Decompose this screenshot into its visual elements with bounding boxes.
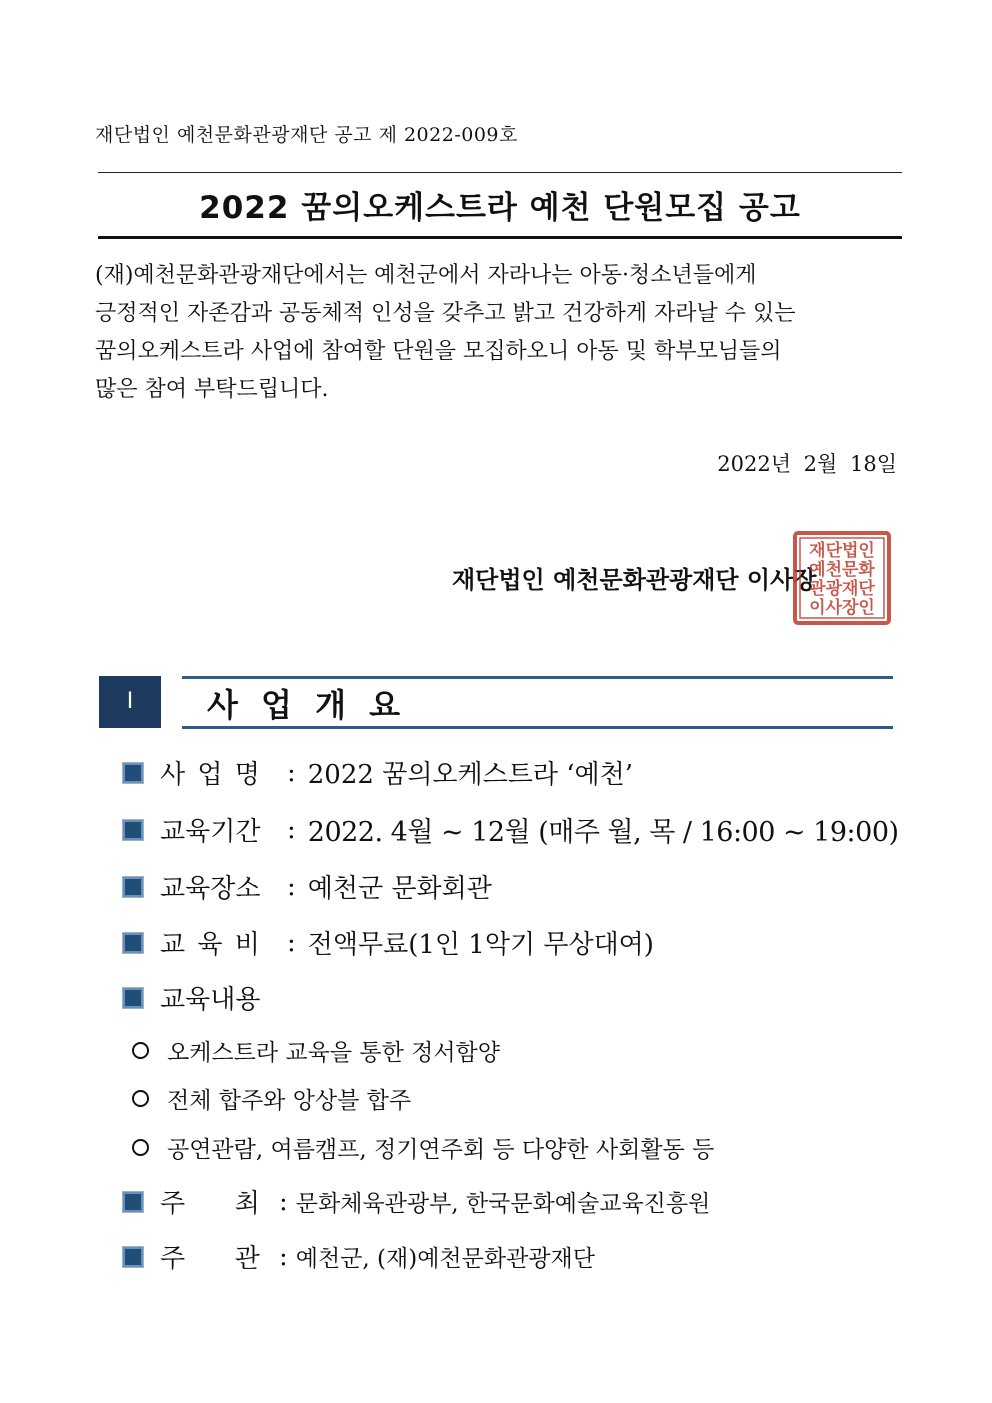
item-value: 2022 꿈의오케스트라 ‘예천’ — [307, 760, 634, 790]
official-seal-icon — [792, 530, 892, 626]
seal-line: 관광재단 — [809, 579, 875, 599]
section-number-box: Ⅰ — [99, 676, 161, 728]
item-value: 전액무료(1인 1악기 무상대여) — [307, 930, 654, 960]
circle-bullet-icon — [132, 1090, 149, 1107]
item-separator: : — [287, 927, 296, 958]
intro-line: 꿈의오케스트라 사업에 참여할 단원을 모집하오니 아동 및 학부모님들의 — [95, 339, 782, 364]
intro-line: 긍정적인 자존감과 공동체적 인성을 갖추고 밝고 건강하게 자라날 수 있는 — [95, 301, 796, 326]
overview-item-fee — [122, 924, 654, 961]
item-label: 교육장소 — [160, 874, 261, 904]
overview-item-content — [122, 979, 260, 1016]
square-bullet-icon — [122, 1191, 144, 1213]
item-value: 2022. 4월 ~ 12월 (매주 월, 목 / 16:00 ~ 19:00) — [307, 817, 899, 848]
circle-bullet-icon — [132, 1139, 149, 1156]
item-separator: : — [287, 814, 296, 845]
square-bullet-icon — [122, 819, 144, 841]
item-label: 교육기간 — [160, 817, 261, 847]
item-label: 교 육 비 — [160, 930, 262, 960]
overview-item-organizer — [122, 1238, 595, 1275]
section-title: 사 업 개 요 — [207, 686, 407, 724]
item-separator: : — [279, 1186, 288, 1217]
content-sub-item — [132, 1034, 500, 1067]
issuing-organization: 재단법인 예천문화관광재단 이사장 — [452, 566, 817, 594]
notice-number: 재단법인 예천문화관광재단 공고 제 2022-009호 — [95, 124, 518, 146]
overview-item-project-name — [122, 754, 633, 791]
sub-item-text: 공연관람, 여름캠프, 정기연주회 등 다양한 사회활동 등 — [167, 1137, 715, 1163]
square-bullet-icon — [122, 1246, 144, 1268]
sub-item-text: 오케스트라 교육을 통한 정서함양 — [167, 1040, 500, 1066]
item-separator: : — [287, 871, 296, 902]
square-bullet-icon — [122, 932, 144, 954]
square-bullet-icon — [122, 762, 144, 784]
item-separator: : — [287, 757, 296, 788]
seal-line: 재단법인 — [809, 541, 875, 561]
section-bottom-rule — [182, 726, 893, 729]
item-value: 예천군 문화회관 — [307, 874, 492, 904]
item-label: 사 업 명 — [160, 760, 262, 790]
intro-paragraph — [95, 257, 900, 409]
title-bottom-rule — [98, 236, 902, 239]
overview-item-period — [122, 810, 899, 849]
content-sub-item — [132, 1131, 714, 1164]
item-label: 주 관 — [160, 1244, 260, 1274]
title-top-rule — [98, 172, 902, 173]
document-title: 2022 꿈의오케스트라 예천 단원모집 공고 — [199, 190, 801, 226]
item-value: 문화체육관광부, 한국문화예술교육진흥원 — [295, 1191, 711, 1217]
section-top-rule — [182, 676, 893, 679]
notice-date: 2022년 2월 18일 — [717, 452, 897, 476]
overview-item-location — [122, 868, 492, 905]
seal-line: 이사장인 — [809, 598, 875, 618]
square-bullet-icon — [122, 987, 144, 1009]
intro-line: (재)예천문화관광재단에서는 예천군에서 자라나는 아동·청소년들에게 — [95, 263, 757, 288]
item-label: 주 최 — [160, 1189, 260, 1219]
content-sub-item — [132, 1082, 411, 1115]
item-separator: : — [279, 1241, 288, 1272]
seal-line: 예천문화 — [809, 560, 875, 580]
circle-bullet-icon — [132, 1042, 149, 1059]
square-bullet-icon — [122, 876, 144, 898]
item-value: 예천군, (재)예천문화관광재단 — [295, 1246, 595, 1272]
item-label: 교육내용 — [160, 985, 261, 1015]
intro-line: 많은 참여 부탁드립니다. — [95, 377, 329, 402]
overview-item-host — [122, 1183, 710, 1220]
sub-item-text: 전체 합주와 앙상블 합주 — [167, 1088, 412, 1114]
